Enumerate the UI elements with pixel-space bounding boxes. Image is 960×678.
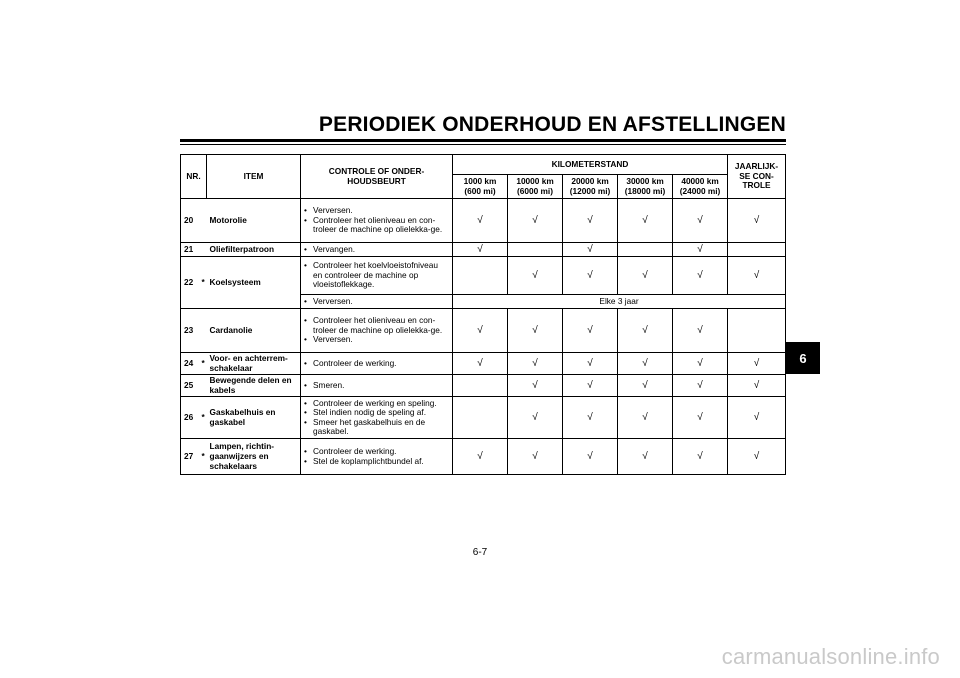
action-item: • Controleer de werking en speling. — [304, 399, 449, 409]
table-row — [181, 439, 786, 475]
check-cell — [673, 353, 728, 375]
check-cell — [453, 439, 508, 475]
check-cell — [618, 257, 673, 295]
check-cell — [728, 375, 786, 397]
action-list — [304, 399, 449, 437]
check-cell — [618, 439, 673, 475]
action-list — [304, 447, 449, 466]
interval-mi: (24000 mi) — [679, 185, 721, 196]
check-mark: √ — [642, 412, 648, 424]
action-item: • Stel de koplamplichtbundel af. — [304, 457, 449, 467]
row-number: 27 — [181, 439, 199, 475]
check-mark: √ — [587, 214, 593, 226]
check-mark: √ — [532, 412, 538, 424]
row-number: 24 — [181, 353, 199, 375]
check-cell — [618, 243, 673, 257]
interval-km: 10000 km — [516, 175, 554, 186]
header-item: ITEM — [207, 155, 301, 199]
action-item: • Controleer het olieniveau en con-troleer de machine op olielekka-ge. — [304, 316, 449, 335]
row-star — [199, 375, 207, 397]
check-cell — [563, 397, 618, 439]
row-star: * — [199, 439, 207, 475]
interval-mi: (6000 mi) — [517, 185, 553, 196]
action-list — [304, 206, 449, 235]
table-row — [181, 257, 786, 295]
action-item: • Smeer het gaskabelhuis en de gaskabel. — [304, 418, 449, 437]
check-mark: √ — [477, 324, 483, 336]
chapter-tab: 6 — [786, 342, 820, 374]
row-star — [199, 199, 207, 243]
action-item: • Verversen. — [304, 297, 449, 307]
interval-mi: (12000 mi) — [569, 185, 611, 196]
check-cell — [673, 199, 728, 243]
action-list — [304, 245, 449, 255]
interval-km: 40000 km — [681, 175, 719, 186]
check-cell — [728, 309, 786, 353]
table-row — [181, 375, 786, 397]
action-cell — [301, 397, 453, 439]
header-annual: JAARLIJK-SE CON-TROLE — [728, 155, 786, 199]
action-item: • Controleer het koelvloeistofniveau en controleer de machine op vloeistoflekkage. — [304, 261, 449, 290]
check-cell — [508, 243, 563, 257]
check-cell — [453, 257, 508, 295]
check-mark: √ — [697, 379, 703, 391]
action-cell — [301, 309, 453, 353]
check-mark: √ — [697, 243, 703, 255]
action-cell — [301, 257, 453, 295]
check-cell — [618, 353, 673, 375]
row-number: 25 — [181, 375, 199, 397]
header-interval-4 — [673, 175, 728, 199]
check-cell — [508, 397, 563, 439]
action-cell — [301, 243, 453, 257]
check-mark: √ — [753, 379, 760, 391]
check-mark: √ — [753, 412, 760, 424]
check-cell — [618, 309, 673, 353]
check-mark: √ — [642, 214, 648, 226]
row-star: * — [199, 353, 207, 375]
action-cell — [301, 375, 453, 397]
header-interval-0 — [453, 175, 508, 199]
check-cell — [563, 199, 618, 243]
page-title: PERIODIEK ONDERHOUD EN AFSTELLINGEN — [318, 113, 786, 136]
watermark: carmanualsonline.info — [721, 644, 940, 669]
check-mark: √ — [697, 412, 703, 424]
check-cell — [673, 243, 728, 257]
action-item: • Verversen. — [304, 335, 449, 345]
interval-km: 30000 km — [626, 175, 664, 186]
check-mark: √ — [532, 357, 538, 369]
check-mark: √ — [587, 269, 593, 281]
check-cell — [728, 257, 786, 295]
header-interval-3 — [618, 175, 673, 199]
check-mark: √ — [587, 324, 593, 336]
action-cell — [301, 199, 453, 243]
check-mark: √ — [753, 357, 760, 369]
check-mark: √ — [477, 357, 483, 369]
check-mark: √ — [477, 214, 483, 226]
check-cell — [728, 397, 786, 439]
check-cell — [673, 309, 728, 353]
interval-note: Elke 3 jaar — [453, 295, 786, 309]
table-row — [181, 309, 786, 353]
check-cell — [673, 397, 728, 439]
action-item: • Controleer de werking. — [304, 447, 449, 457]
check-cell — [508, 375, 563, 397]
table-row — [181, 199, 786, 243]
check-cell — [453, 397, 508, 439]
row-item: Voor- en achterrem-schakelaar — [207, 353, 301, 375]
header-check: CONTROLE OF ONDER-HOUDSBEURT — [301, 155, 453, 199]
row-star — [199, 309, 207, 353]
interval-mi: (18000 mi) — [624, 185, 666, 196]
row-star: * — [199, 257, 207, 309]
check-mark: √ — [477, 243, 483, 255]
action-item: • Smeren. — [304, 381, 449, 391]
check-cell — [508, 199, 563, 243]
title-rule-thin — [180, 144, 786, 145]
row-number: 20 — [181, 199, 199, 243]
check-cell — [508, 309, 563, 353]
check-cell — [673, 375, 728, 397]
check-mark: √ — [587, 379, 593, 391]
row-item: Oliefilterpatroon — [207, 243, 301, 257]
check-mark: √ — [642, 379, 648, 391]
check-cell — [453, 375, 508, 397]
check-mark: √ — [697, 357, 703, 369]
check-mark: √ — [697, 269, 703, 281]
check-cell — [563, 353, 618, 375]
check-mark: √ — [587, 357, 593, 369]
check-mark: √ — [587, 412, 593, 424]
action-list — [304, 261, 449, 290]
table-row — [181, 397, 786, 439]
check-mark: √ — [532, 451, 538, 463]
action-cell — [301, 295, 453, 309]
row-number: 21 — [181, 243, 199, 257]
check-cell — [673, 439, 728, 475]
action-list — [304, 359, 449, 369]
header-interval-1 — [508, 175, 563, 199]
check-cell — [563, 439, 618, 475]
row-star: * — [199, 397, 207, 439]
header-odometer: KILOMETERSTAND — [453, 155, 728, 175]
row-item: Bewegende delen en kabels — [207, 375, 301, 397]
action-item: • Verversen. — [304, 206, 449, 216]
row-item: Motorolie — [207, 199, 301, 243]
interval-mi: (600 mi) — [464, 185, 496, 196]
row-item: Lampen, richtin-gaanwijzers en schakelaars — [207, 439, 301, 475]
check-cell — [508, 257, 563, 295]
check-cell — [618, 397, 673, 439]
action-item: • Vervangen. — [304, 245, 449, 255]
check-cell — [728, 439, 786, 475]
action-item: • Controleer de werking. — [304, 359, 449, 369]
row-item: Gaskabelhuis en gaskabel — [207, 397, 301, 439]
table-row — [181, 243, 786, 257]
check-cell — [453, 309, 508, 353]
check-cell — [728, 243, 786, 257]
check-mark: √ — [642, 357, 648, 369]
row-star — [199, 243, 207, 257]
check-mark: √ — [697, 324, 703, 336]
row-number: 26 — [181, 397, 199, 439]
check-cell — [563, 257, 618, 295]
action-list — [304, 381, 449, 391]
check-cell — [508, 353, 563, 375]
check-cell — [563, 375, 618, 397]
check-cell — [508, 439, 563, 475]
action-list — [304, 297, 449, 307]
check-mark: √ — [587, 243, 593, 255]
check-mark: √ — [587, 451, 593, 463]
action-cell — [301, 353, 453, 375]
check-mark: √ — [642, 269, 648, 281]
row-item: Cardanolie — [207, 309, 301, 353]
interval-km: 20000 km — [571, 175, 609, 186]
check-mark: √ — [753, 269, 760, 281]
header-interval-2 — [563, 175, 618, 199]
check-cell — [563, 243, 618, 257]
check-mark: √ — [532, 379, 538, 391]
check-cell — [563, 309, 618, 353]
check-cell — [618, 375, 673, 397]
check-cell — [618, 199, 673, 243]
check-cell — [728, 199, 786, 243]
table-row — [181, 353, 786, 375]
check-cell — [453, 243, 508, 257]
row-number: 23 — [181, 309, 199, 353]
check-mark: √ — [642, 324, 648, 336]
header-nr: NR. — [181, 155, 207, 199]
check-cell — [453, 199, 508, 243]
check-mark: √ — [697, 451, 703, 463]
row-item: Koelsysteem — [207, 257, 301, 309]
check-mark: √ — [532, 269, 538, 281]
action-list — [304, 316, 449, 345]
row-number: 22 — [181, 257, 199, 309]
check-cell — [453, 353, 508, 375]
check-mark: √ — [532, 214, 538, 226]
check-mark: √ — [753, 451, 760, 463]
title-rule-thick — [180, 139, 786, 142]
action-item: • Controleer het olieniveau en con-troleer de machine op olielekka-ge. — [304, 216, 449, 235]
action-item: • Stel indien nodig de speling af. — [304, 408, 449, 418]
interval-km: 1000 km — [463, 175, 497, 186]
check-mark: √ — [532, 324, 538, 336]
check-mark: √ — [477, 451, 483, 463]
check-mark: √ — [697, 214, 703, 226]
check-cell — [728, 353, 786, 375]
check-cell — [673, 257, 728, 295]
maintenance-table — [180, 154, 786, 475]
check-mark: √ — [642, 451, 648, 463]
check-mark: √ — [753, 214, 760, 226]
page-number: 6-7 — [472, 547, 488, 558]
action-cell — [301, 439, 453, 475]
